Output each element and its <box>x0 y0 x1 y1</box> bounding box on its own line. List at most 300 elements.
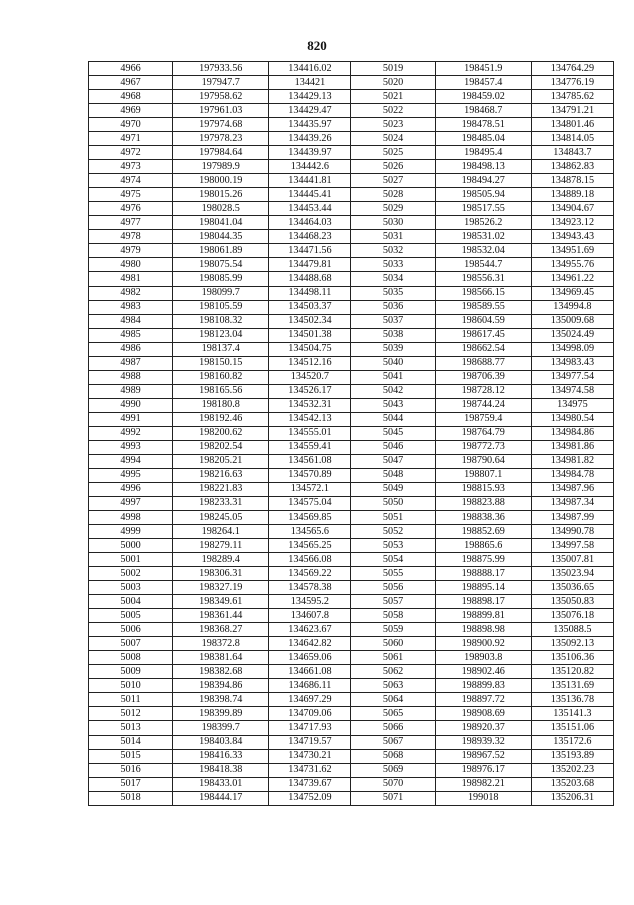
point-id-left-cell: 5013 <box>89 721 173 735</box>
coordinates-table-body <box>89 62 614 806</box>
x-coord-left-cell: 198105.59 <box>173 300 269 314</box>
x-coord-left-cell: 197961.03 <box>173 104 269 118</box>
x-coord-right-cell: 198772.73 <box>435 440 531 454</box>
point-id-left-cell: 5011 <box>89 693 173 707</box>
y-coord-right-cell: 134994.8 <box>531 300 613 314</box>
y-coord-right-cell: 135024.49 <box>531 328 613 342</box>
y-coord-left-cell: 134565.25 <box>269 539 351 553</box>
table-row <box>89 370 614 384</box>
y-coord-left-cell: 134542.13 <box>269 412 351 426</box>
point-id-left-cell: 4999 <box>89 525 173 539</box>
table-row <box>89 272 614 286</box>
x-coord-left-cell: 198205.21 <box>173 454 269 468</box>
y-coord-right-cell: 134889.18 <box>531 188 613 202</box>
table-row <box>89 118 614 132</box>
y-coord-right-cell: 134981.82 <box>531 454 613 468</box>
y-coord-right-cell: 135092.13 <box>531 637 613 651</box>
x-coord-right-cell: 198900.92 <box>435 637 531 651</box>
y-coord-right-cell: 135023.94 <box>531 567 613 581</box>
x-coord-left-cell: 198108.32 <box>173 314 269 328</box>
y-coord-left-cell: 134453.44 <box>269 202 351 216</box>
table-row <box>89 62 614 76</box>
table-row <box>89 581 614 595</box>
x-coord-left-cell: 198192.46 <box>173 412 269 426</box>
x-coord-left-cell: 197958.62 <box>173 90 269 104</box>
table-row <box>89 188 614 202</box>
y-coord-right-cell: 135136.78 <box>531 693 613 707</box>
y-coord-right-cell: 134943.43 <box>531 230 613 244</box>
y-coord-left-cell: 134697.29 <box>269 693 351 707</box>
x-coord-right-cell: 198478.51 <box>435 118 531 132</box>
x-coord-left-cell: 198041.04 <box>173 216 269 230</box>
point-id-left-cell: 5012 <box>89 707 173 721</box>
y-coord-right-cell: 134764.29 <box>531 62 613 76</box>
x-coord-right-cell: 198967.52 <box>435 749 531 763</box>
point-id-right-cell: 5024 <box>351 132 435 146</box>
y-coord-right-cell: 135193.89 <box>531 749 613 763</box>
table-row <box>89 300 614 314</box>
y-coord-right-cell: 134776.19 <box>531 76 613 90</box>
y-coord-left-cell: 134526.17 <box>269 384 351 398</box>
point-id-left-cell: 4995 <box>89 468 173 482</box>
y-coord-right-cell: 134904.67 <box>531 202 613 216</box>
y-coord-right-cell: 134814.05 <box>531 132 613 146</box>
point-id-left-cell: 4969 <box>89 104 173 118</box>
point-id-right-cell: 5044 <box>351 412 435 426</box>
y-coord-left-cell: 134520.7 <box>269 370 351 384</box>
point-id-right-cell: 5043 <box>351 398 435 412</box>
x-coord-right-cell: 198494.27 <box>435 174 531 188</box>
x-coord-left-cell: 197974.68 <box>173 118 269 132</box>
x-coord-left-cell: 198403.84 <box>173 735 269 749</box>
y-coord-left-cell: 134572.1 <box>269 482 351 496</box>
point-id-right-cell: 5064 <box>351 693 435 707</box>
y-coord-right-cell: 134987.99 <box>531 511 613 525</box>
point-id-right-cell: 5026 <box>351 160 435 174</box>
x-coord-right-cell: 198764.79 <box>435 426 531 440</box>
x-coord-right-cell: 198899.83 <box>435 679 531 693</box>
x-coord-right-cell: 198759.4 <box>435 412 531 426</box>
point-id-left-cell: 4983 <box>89 300 173 314</box>
x-coord-right-cell: 198468.7 <box>435 104 531 118</box>
y-coord-left-cell: 134623.67 <box>269 623 351 637</box>
y-coord-right-cell: 134801.46 <box>531 118 613 132</box>
point-id-left-cell: 5001 <box>89 553 173 567</box>
point-id-right-cell: 5046 <box>351 440 435 454</box>
x-coord-left-cell: 197947.7 <box>173 76 269 90</box>
x-coord-left-cell: 198221.83 <box>173 482 269 496</box>
y-coord-left-cell: 134504.75 <box>269 342 351 356</box>
y-coord-right-cell: 134785.62 <box>531 90 613 104</box>
y-coord-left-cell: 134498.11 <box>269 286 351 300</box>
point-id-left-cell: 4976 <box>89 202 173 216</box>
table-row <box>89 749 614 763</box>
y-coord-left-cell: 134445.41 <box>269 188 351 202</box>
y-coord-left-cell: 134435.97 <box>269 118 351 132</box>
y-coord-left-cell: 134471.56 <box>269 244 351 258</box>
table-row <box>89 426 614 440</box>
point-id-right-cell: 5034 <box>351 272 435 286</box>
point-id-right-cell: 5025 <box>351 146 435 160</box>
table-row <box>89 777 614 791</box>
y-coord-right-cell: 134987.34 <box>531 496 613 510</box>
y-coord-right-cell: 135172.6 <box>531 735 613 749</box>
point-id-right-cell: 5070 <box>351 777 435 791</box>
x-coord-left-cell: 198085.99 <box>173 272 269 286</box>
x-coord-right-cell: 198908.69 <box>435 707 531 721</box>
point-id-right-cell: 5040 <box>351 356 435 370</box>
table-row <box>89 609 614 623</box>
point-id-right-cell: 5039 <box>351 342 435 356</box>
y-coord-left-cell: 134416.02 <box>269 62 351 76</box>
point-id-left-cell: 4982 <box>89 286 173 300</box>
point-id-right-cell: 5032 <box>351 244 435 258</box>
point-id-left-cell: 5018 <box>89 791 173 805</box>
point-id-right-cell: 5042 <box>351 384 435 398</box>
y-coord-right-cell: 134984.86 <box>531 426 613 440</box>
point-id-right-cell: 5055 <box>351 567 435 581</box>
y-coord-left-cell: 134709.06 <box>269 707 351 721</box>
y-coord-left-cell: 134502.34 <box>269 314 351 328</box>
y-coord-right-cell: 134974.58 <box>531 384 613 398</box>
y-coord-left-cell: 134512.16 <box>269 356 351 370</box>
x-coord-left-cell: 197978.23 <box>173 132 269 146</box>
table-row <box>89 791 614 805</box>
x-coord-left-cell: 198433.01 <box>173 777 269 791</box>
y-coord-left-cell: 134607.8 <box>269 609 351 623</box>
x-coord-left-cell: 197989.9 <box>173 160 269 174</box>
point-id-left-cell: 5004 <box>89 595 173 609</box>
y-coord-left-cell: 134659.06 <box>269 651 351 665</box>
point-id-left-cell: 4987 <box>89 356 173 370</box>
y-coord-right-cell: 134923.12 <box>531 216 613 230</box>
x-coord-right-cell: 198939.32 <box>435 735 531 749</box>
table-row <box>89 440 614 454</box>
x-coord-right-cell: 198532.04 <box>435 244 531 258</box>
x-coord-right-cell: 198495.4 <box>435 146 531 160</box>
y-coord-right-cell: 134951.69 <box>531 244 613 258</box>
table-row <box>89 258 614 272</box>
y-coord-left-cell: 134532.31 <box>269 398 351 412</box>
x-coord-right-cell: 198517.55 <box>435 202 531 216</box>
table-row <box>89 174 614 188</box>
x-coord-right-cell: 198566.15 <box>435 286 531 300</box>
x-coord-right-cell: 198688.77 <box>435 356 531 370</box>
point-id-right-cell: 5045 <box>351 426 435 440</box>
point-id-left-cell: 5000 <box>89 539 173 553</box>
x-coord-right-cell: 198728.12 <box>435 384 531 398</box>
table-row <box>89 412 614 426</box>
table-row <box>89 104 614 118</box>
table-row <box>89 230 614 244</box>
table-row <box>89 707 614 721</box>
y-coord-right-cell: 134987.96 <box>531 482 613 496</box>
point-id-right-cell: 5060 <box>351 637 435 651</box>
x-coord-left-cell: 198444.17 <box>173 791 269 805</box>
x-coord-right-cell: 198807.1 <box>435 468 531 482</box>
table-row <box>89 76 614 90</box>
point-id-right-cell: 5054 <box>351 553 435 567</box>
point-id-right-cell: 5033 <box>351 258 435 272</box>
table-row <box>89 454 614 468</box>
x-coord-right-cell: 198888.17 <box>435 567 531 581</box>
x-coord-left-cell: 198372.8 <box>173 637 269 651</box>
point-id-left-cell: 4985 <box>89 328 173 342</box>
y-coord-right-cell: 135131.69 <box>531 679 613 693</box>
y-coord-right-cell: 134983.43 <box>531 356 613 370</box>
point-id-left-cell: 5006 <box>89 623 173 637</box>
point-id-right-cell: 5057 <box>351 595 435 609</box>
x-coord-right-cell: 198617.45 <box>435 328 531 342</box>
x-coord-right-cell: 198899.81 <box>435 609 531 623</box>
y-coord-left-cell: 134642.82 <box>269 637 351 651</box>
table-row <box>89 384 614 398</box>
x-coord-left-cell: 198180.8 <box>173 398 269 412</box>
point-id-right-cell: 5056 <box>351 581 435 595</box>
point-id-left-cell: 4968 <box>89 90 173 104</box>
table-row <box>89 398 614 412</box>
x-coord-left-cell: 198233.31 <box>173 496 269 510</box>
point-id-right-cell: 5069 <box>351 763 435 777</box>
y-coord-right-cell: 135202.23 <box>531 763 613 777</box>
point-id-left-cell: 4992 <box>89 426 173 440</box>
y-coord-left-cell: 134429.13 <box>269 90 351 104</box>
table-row <box>89 132 614 146</box>
x-coord-left-cell: 198381.64 <box>173 651 269 665</box>
x-coord-right-cell: 198898.17 <box>435 595 531 609</box>
y-coord-left-cell: 134464.03 <box>269 216 351 230</box>
y-coord-right-cell: 134977.54 <box>531 370 613 384</box>
y-coord-left-cell: 134439.97 <box>269 146 351 160</box>
point-id-right-cell: 5022 <box>351 104 435 118</box>
table-row <box>89 314 614 328</box>
y-coord-left-cell: 134575.04 <box>269 496 351 510</box>
y-coord-left-cell: 134570.89 <box>269 468 351 482</box>
x-coord-left-cell: 198398.74 <box>173 693 269 707</box>
y-coord-right-cell: 135151.06 <box>531 721 613 735</box>
table-row <box>89 595 614 609</box>
x-coord-right-cell: 198459.02 <box>435 90 531 104</box>
x-coord-right-cell: 198895.14 <box>435 581 531 595</box>
x-coord-left-cell: 198099.7 <box>173 286 269 300</box>
point-id-left-cell: 5007 <box>89 637 173 651</box>
x-coord-left-cell: 198349.61 <box>173 595 269 609</box>
x-coord-right-cell: 198903.8 <box>435 651 531 665</box>
x-coord-right-cell: 198898.98 <box>435 623 531 637</box>
x-coord-right-cell: 198544.7 <box>435 258 531 272</box>
point-id-right-cell: 5059 <box>351 623 435 637</box>
point-id-left-cell: 5010 <box>89 679 173 693</box>
point-id-left-cell: 5017 <box>89 777 173 791</box>
point-id-left-cell: 4991 <box>89 412 173 426</box>
table-row <box>89 525 614 539</box>
point-id-left-cell: 4981 <box>89 272 173 286</box>
x-coord-left-cell: 198361.44 <box>173 609 269 623</box>
x-coord-left-cell: 198279.11 <box>173 539 269 553</box>
table-row <box>89 328 614 342</box>
point-id-left-cell: 5009 <box>89 665 173 679</box>
y-coord-left-cell: 134730.21 <box>269 749 351 763</box>
y-coord-left-cell: 134503.37 <box>269 300 351 314</box>
point-id-right-cell: 5038 <box>351 328 435 342</box>
point-id-left-cell: 4972 <box>89 146 173 160</box>
x-coord-left-cell: 198160.82 <box>173 370 269 384</box>
y-coord-left-cell: 134479.81 <box>269 258 351 272</box>
point-id-right-cell: 5041 <box>351 370 435 384</box>
y-coord-left-cell: 134565.6 <box>269 525 351 539</box>
y-coord-left-cell: 134569.22 <box>269 567 351 581</box>
table-row <box>89 216 614 230</box>
point-id-left-cell: 4978 <box>89 230 173 244</box>
y-coord-left-cell: 134719.57 <box>269 735 351 749</box>
x-coord-left-cell: 198216.63 <box>173 468 269 482</box>
x-coord-left-cell: 198245.05 <box>173 511 269 525</box>
y-coord-left-cell: 134559.41 <box>269 440 351 454</box>
point-id-left-cell: 5002 <box>89 567 173 581</box>
x-coord-left-cell: 198264.1 <box>173 525 269 539</box>
y-coord-right-cell: 134955.76 <box>531 258 613 272</box>
point-id-left-cell: 5016 <box>89 763 173 777</box>
x-coord-left-cell: 198418.38 <box>173 763 269 777</box>
x-coord-right-cell: 198976.17 <box>435 763 531 777</box>
table-row <box>89 511 614 525</box>
point-id-right-cell: 5047 <box>351 454 435 468</box>
point-id-left-cell: 4973 <box>89 160 173 174</box>
y-coord-left-cell: 134441.81 <box>269 174 351 188</box>
table-row <box>89 244 614 258</box>
y-coord-right-cell: 135203.68 <box>531 777 613 791</box>
point-id-left-cell: 4993 <box>89 440 173 454</box>
point-id-right-cell: 5058 <box>351 609 435 623</box>
point-id-right-cell: 5048 <box>351 468 435 482</box>
table-row <box>89 637 614 651</box>
x-coord-right-cell: 198790.64 <box>435 454 531 468</box>
point-id-left-cell: 4980 <box>89 258 173 272</box>
x-coord-right-cell: 198556.31 <box>435 272 531 286</box>
point-id-right-cell: 5028 <box>351 188 435 202</box>
y-coord-left-cell: 134578.38 <box>269 581 351 595</box>
point-id-right-cell: 5035 <box>351 286 435 300</box>
point-id-left-cell: 4994 <box>89 454 173 468</box>
y-coord-left-cell: 134569.85 <box>269 511 351 525</box>
x-coord-left-cell: 198327.19 <box>173 581 269 595</box>
x-coord-left-cell: 198150.15 <box>173 356 269 370</box>
point-id-left-cell: 5005 <box>89 609 173 623</box>
point-id-right-cell: 5068 <box>351 749 435 763</box>
table-row <box>89 679 614 693</box>
point-id-right-cell: 5030 <box>351 216 435 230</box>
y-coord-right-cell: 135076.18 <box>531 609 613 623</box>
y-coord-left-cell: 134488.68 <box>269 272 351 286</box>
y-coord-right-cell: 134997.58 <box>531 539 613 553</box>
table-row <box>89 735 614 749</box>
table-row <box>89 496 614 510</box>
point-id-left-cell: 4989 <box>89 384 173 398</box>
coordinates-table <box>88 61 614 806</box>
x-coord-left-cell: 198075.54 <box>173 258 269 272</box>
point-id-left-cell: 4990 <box>89 398 173 412</box>
table-row <box>89 623 614 637</box>
x-coord-left-cell: 198289.4 <box>173 553 269 567</box>
point-id-right-cell: 5023 <box>351 118 435 132</box>
y-coord-right-cell: 134843.7 <box>531 146 613 160</box>
point-id-left-cell: 5014 <box>89 735 173 749</box>
y-coord-right-cell: 135007.81 <box>531 553 613 567</box>
point-id-right-cell: 5050 <box>351 496 435 510</box>
table-row <box>89 665 614 679</box>
y-coord-right-cell: 135120.82 <box>531 665 613 679</box>
x-coord-left-cell: 198399.89 <box>173 707 269 721</box>
y-coord-right-cell: 135036.65 <box>531 581 613 595</box>
y-coord-left-cell: 134566.08 <box>269 553 351 567</box>
point-id-left-cell: 4984 <box>89 314 173 328</box>
x-coord-left-cell: 198416.33 <box>173 749 269 763</box>
table-row <box>89 90 614 104</box>
x-coord-left-cell: 198061.89 <box>173 244 269 258</box>
y-coord-right-cell: 134878.15 <box>531 174 613 188</box>
y-coord-right-cell: 134969.45 <box>531 286 613 300</box>
x-coord-left-cell: 198382.68 <box>173 665 269 679</box>
point-id-left-cell: 5015 <box>89 749 173 763</box>
point-id-right-cell: 5027 <box>351 174 435 188</box>
y-coord-left-cell: 134501.38 <box>269 328 351 342</box>
point-id-left-cell: 4970 <box>89 118 173 132</box>
y-coord-left-cell: 134661.08 <box>269 665 351 679</box>
x-coord-right-cell: 198706.39 <box>435 370 531 384</box>
point-id-left-cell: 5003 <box>89 581 173 595</box>
point-id-right-cell: 5071 <box>351 791 435 805</box>
table-row <box>89 482 614 496</box>
y-coord-left-cell: 134731.62 <box>269 763 351 777</box>
y-coord-right-cell: 134980.54 <box>531 412 613 426</box>
table-row <box>89 567 614 581</box>
x-coord-left-cell: 198394.86 <box>173 679 269 693</box>
point-id-left-cell: 4975 <box>89 188 173 202</box>
table-row <box>89 651 614 665</box>
x-coord-left-cell: 197933.56 <box>173 62 269 76</box>
point-id-left-cell: 4997 <box>89 496 173 510</box>
y-coord-right-cell: 135009.68 <box>531 314 613 328</box>
point-id-right-cell: 5061 <box>351 651 435 665</box>
point-id-right-cell: 5067 <box>351 735 435 749</box>
x-coord-left-cell: 198028.5 <box>173 202 269 216</box>
y-coord-right-cell: 135050.83 <box>531 595 613 609</box>
x-coord-right-cell: 198526.2 <box>435 216 531 230</box>
y-coord-left-cell: 134686.11 <box>269 679 351 693</box>
x-coord-right-cell: 198823.88 <box>435 496 531 510</box>
y-coord-left-cell: 134429.47 <box>269 104 351 118</box>
point-id-left-cell: 4979 <box>89 244 173 258</box>
x-coord-right-cell: 198662.54 <box>435 342 531 356</box>
point-id-left-cell: 4988 <box>89 370 173 384</box>
x-coord-left-cell: 198000.19 <box>173 174 269 188</box>
table-row <box>89 356 614 370</box>
point-id-left-cell: 4966 <box>89 62 173 76</box>
x-coord-right-cell: 198875.99 <box>435 553 531 567</box>
y-coord-right-cell: 134998.09 <box>531 342 613 356</box>
x-coord-right-cell: 198865.6 <box>435 539 531 553</box>
x-coord-right-cell: 198457.4 <box>435 76 531 90</box>
x-coord-left-cell: 198044.35 <box>173 230 269 244</box>
point-id-right-cell: 5037 <box>351 314 435 328</box>
point-id-left-cell: 4986 <box>89 342 173 356</box>
point-id-left-cell: 4996 <box>89 482 173 496</box>
page-number: 820 <box>307 38 327 53</box>
x-coord-right-cell: 198498.13 <box>435 160 531 174</box>
x-coord-right-cell: 198902.46 <box>435 665 531 679</box>
x-coord-left-cell: 198306.31 <box>173 567 269 581</box>
table-row <box>89 160 614 174</box>
